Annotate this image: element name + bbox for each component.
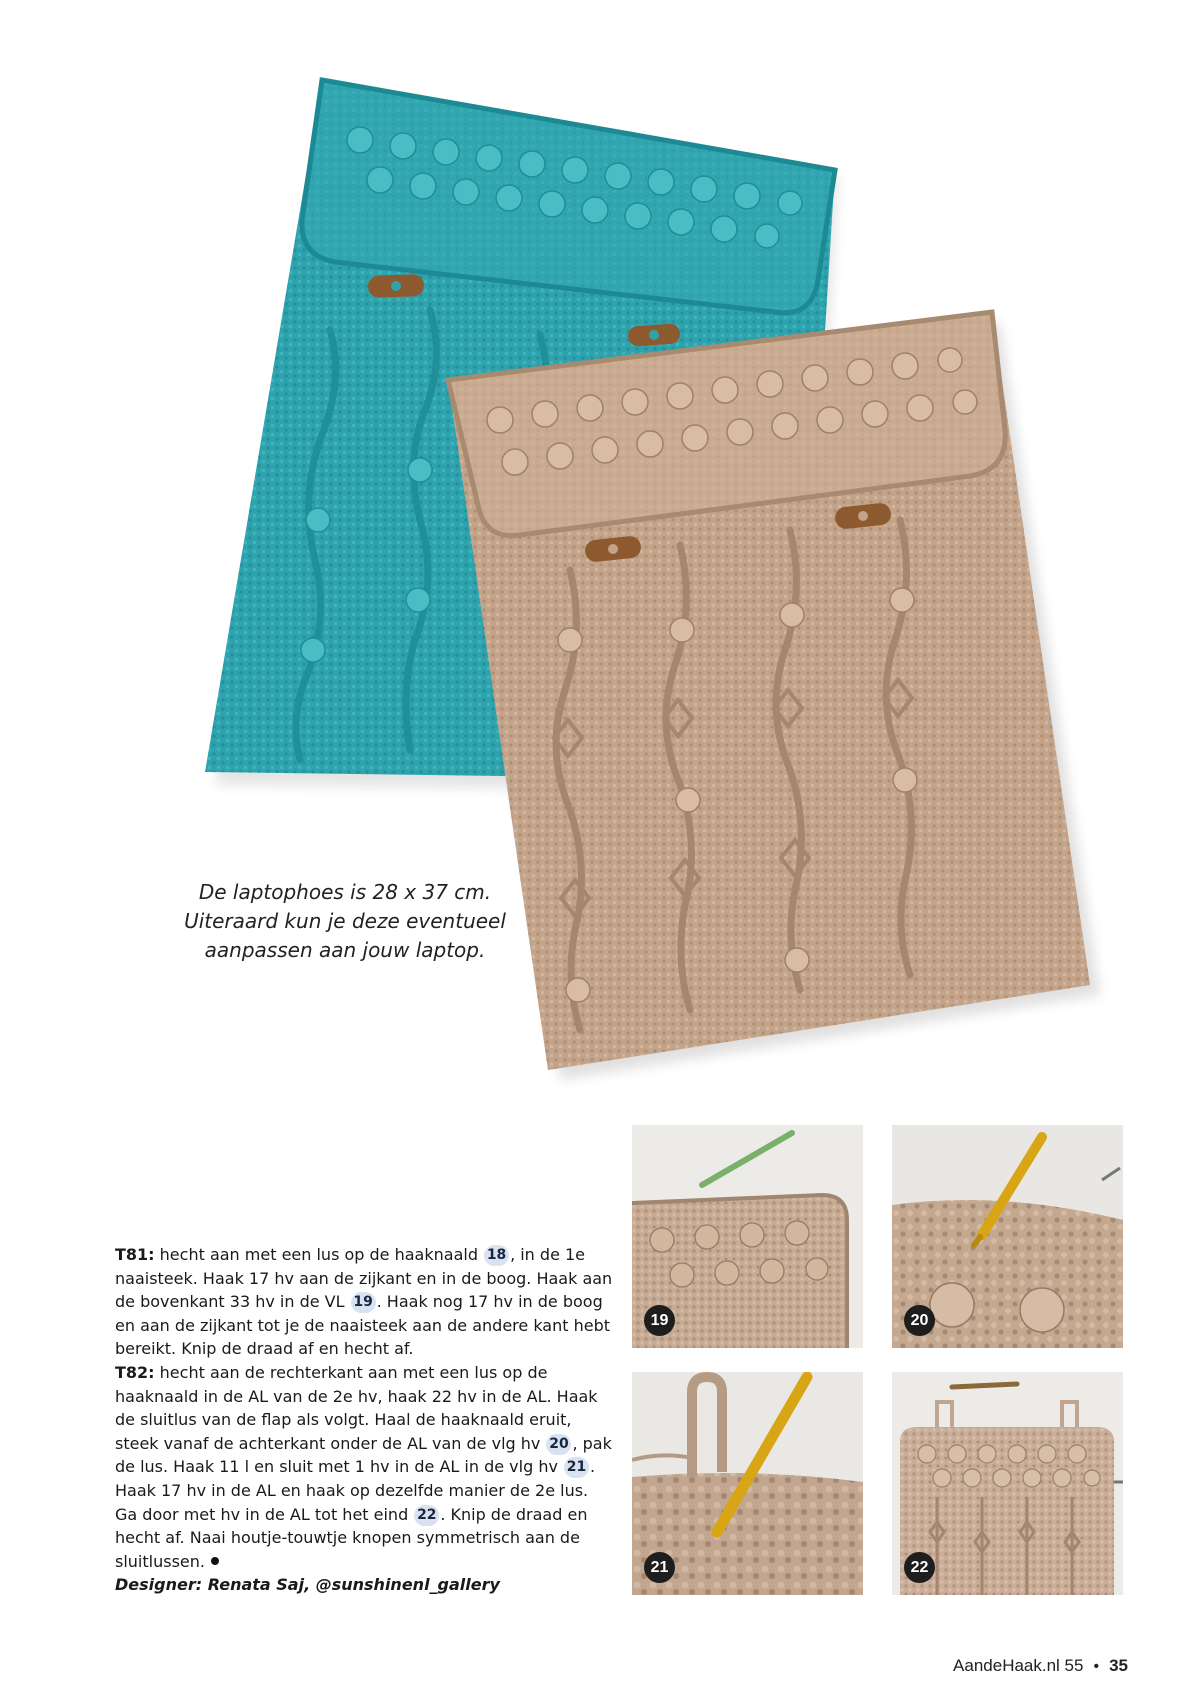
step-photo-21	[632, 1372, 863, 1595]
t82-text-a: hecht aan de rechterkant aan met een lus op de haaknaald in de AL van de 2e hv, haak 22 hv in de AL. Haak de sluitlus van de flap als volgt. Haal de haaknaald eruit, steek vanaf de achterkant onder de AL van de vlg hv	[115, 1362, 598, 1453]
caption-line-3: aanpassen aan jouw laptop.	[204, 938, 486, 962]
step-photo-19	[632, 1125, 863, 1348]
step-photo-22	[892, 1372, 1123, 1595]
t82-text-b: , pak de lus. Haak 11 l en sluit met 1 hv in de AL in de vlg hv	[115, 1433, 612, 1477]
instructions-text	[115, 1243, 615, 1597]
instruction-t81	[115, 1243, 615, 1361]
caption-line-1: De laptophoes is 28 x 37 cm.	[198, 880, 492, 904]
step-label-t81: T81:	[115, 1245, 155, 1264]
step-photo-20	[892, 1125, 1123, 1348]
caption-line-2: Uiteraard kun je deze eventueel	[184, 909, 506, 933]
photo-caption	[150, 878, 540, 965]
step-label-t82: T82:	[115, 1362, 155, 1382]
t81-text-c: . Haak nog 17 hv in de boog en aan de zijkant tot je de naaisteek aan de andere kant hebt bereikt. Knip de draad af en hecht af.	[115, 1292, 611, 1359]
designer-credit: Designer: Renata Saj, @sunshinenl_gallery	[115, 1575, 500, 1595]
magazine-name: AandeHaak.nl 55	[953, 1656, 1084, 1675]
photo-ref-badge: 20	[546, 1434, 571, 1455]
instruction-t82	[115, 1361, 615, 1573]
step-number-badge: 21	[644, 1552, 675, 1583]
photo-ref-badge: 21	[564, 1457, 589, 1478]
step-number-badge: 19	[644, 1305, 675, 1336]
step-number-badge: 22	[904, 1552, 935, 1583]
t81-text-b: , in de 1e naaisteek. Haak 17 hv aan de zijkant en in de boog. Haak aan de bovenkant 33 hv in de VL	[115, 1245, 613, 1312]
footer-separator: •	[1093, 1658, 1100, 1675]
t82-text-c: . Haak 17 hv in de AL en haak op dezelfde manier de 2e lus. Ga door met hv in de AL tot het eind	[115, 1457, 596, 1524]
page-footer	[953, 1656, 1128, 1676]
photo-ref-badge: 22	[414, 1505, 439, 1526]
page-number: 35	[1109, 1656, 1128, 1675]
t82-text-d: . Knip de draad en hecht af. Naai houtje-touwtje knopen symmetrisch aan de sluitlussen.	[115, 1504, 588, 1571]
photo-ref-badge: 19	[351, 1292, 376, 1313]
step-number-badge: 20	[904, 1305, 935, 1336]
photo-ref-badge: 18	[484, 1245, 509, 1266]
end-bullet-icon	[211, 1557, 219, 1565]
t81-text-a: hecht aan met een lus op de haaknaald	[154, 1245, 484, 1264]
